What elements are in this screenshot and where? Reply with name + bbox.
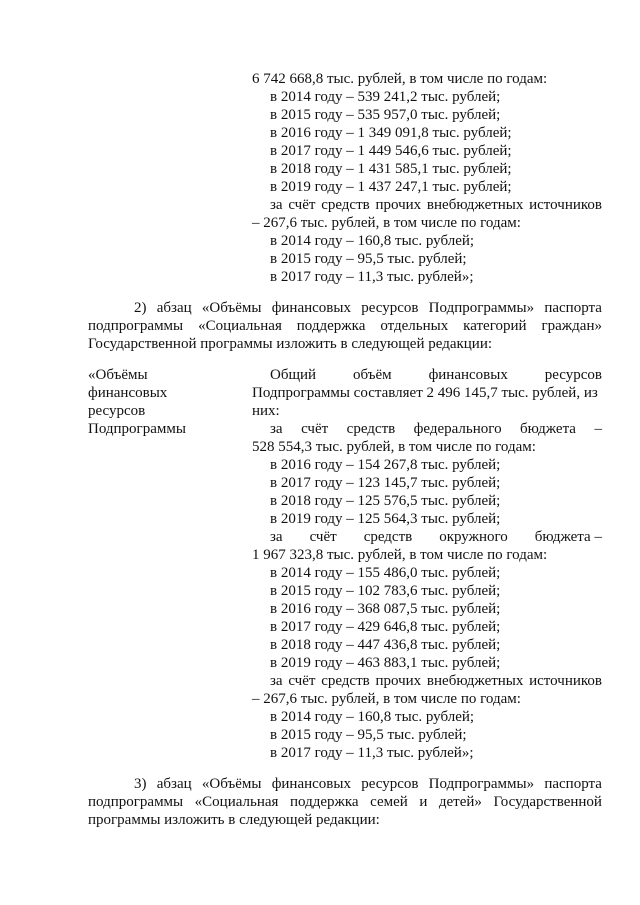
word: за [270,673,283,689]
word: Общий [270,367,317,383]
word: абзац [156,300,192,316]
paragraph-2-line-2 [88,317,602,335]
word: паспорта [544,300,602,316]
paragraph-2-line-1 [134,299,602,317]
word: семей [370,794,408,810]
word: финансовых [271,776,351,792]
year-line: в 2014 году – 160,8 тыс. рублей; [270,709,475,725]
word: 3) [134,776,147,792]
federal-budget-line [270,420,602,438]
word: финансовых [428,367,508,383]
word: за [270,421,283,437]
year-line: в 2014 году – 539 241,2 тыс. рублей; [270,89,501,105]
year-line: в 2015 году – 535 957,0 тыс. рублей; [270,107,501,123]
word: «Объёмы [201,776,262,792]
other-sources-cont: – 267,6 тыс. рублей, в том числе по годам: [252,691,521,707]
paragraph-3-line-2 [88,793,602,811]
year-line: в 2019 году – 1 437 247,1 тыс. рублей; [270,179,512,195]
paragraph-3-line-3: программы изложить в следующей редакции: [88,812,380,828]
word: прочих [375,197,422,213]
paragraph-2-line-3: Государственной программы изложить в следующей редакции: [88,336,493,352]
word: отдельных [380,318,449,334]
year-line: в 2016 году – 154 267,8 тыс. рублей; [270,457,501,473]
year-line: в 2015 году – 95,5 тыс. рублей; [270,251,467,267]
table-label-line: Подпрограммы [88,421,186,437]
word: категорий [463,318,527,334]
word: детей» [438,794,482,810]
year-line: в 2017 году – 123 145,7 тыс. рублей; [270,475,501,491]
year-line: в 2018 году – 125 576,5 тыс. рублей; [270,493,501,509]
district-budget-cont: 1 967 323,8 тыс. рублей, в том числе по годам: [252,547,548,563]
word: ресурсов [361,776,419,792]
word: Государственной [493,794,602,810]
year-line: в 2019 году – 463 883,1 тыс. рублей; [270,655,501,671]
word: за [270,197,283,213]
word: и [419,794,428,810]
word: окружного [439,529,508,545]
word: паспорта [544,776,602,792]
year-line: в 2017 году – 1 449 546,6 тыс. рублей; [270,143,512,159]
other-sources-line [270,672,602,690]
year-line: в 2016 году – 1 349 091,8 тыс. рублей; [270,125,512,141]
word: счёт [301,421,329,437]
word: за [270,529,283,545]
word: поддержка [289,794,359,810]
word: абзац [156,776,192,792]
word: средств [321,197,370,213]
word: внебюджетных [426,197,524,213]
total-volume-line-2: Подпрограммы составляет 2 496 145,7 тыс. рублей, из [252,385,598,401]
total-volume-line-1 [270,366,602,384]
year-line: в 2015 году – 95,5 тыс. рублей; [270,727,467,743]
other-sources-cont: – 267,6 тыс. рублей, в том числе по годам: [252,215,521,231]
other-sources-line [270,196,602,214]
year-line: в 2018 году – 447 436,8 тыс. рублей; [270,637,501,653]
year-line: в 2018 году – 1 431 585,1 тыс. рублей; [270,161,512,177]
word: счёт [288,673,316,689]
word: внебюджетных [426,673,524,689]
table-label-line: финансовых [88,385,168,401]
word: Подпрограммы» [428,776,535,792]
word: средств [363,529,413,545]
word: граждан» [541,318,602,334]
word: источников [529,673,602,689]
word: 2) [134,300,147,316]
word: федерального [413,421,502,437]
paragraph-3-line-1 [134,775,602,793]
year-line: в 2016 году – 368 087,5 тыс. рублей; [270,601,501,617]
federal-budget-cont: 528 554,3 тыс. рублей, в том числе по годам: [252,439,536,455]
word: подпрограммы [88,318,184,334]
word: «Социальная [194,794,279,810]
word: – [594,421,602,437]
year-line: в 2017 году – 11,3 тыс. рублей»; [270,269,474,285]
word: средств [346,421,396,437]
word: «Социальная [198,318,282,334]
word: поддержка [296,318,366,334]
word: финансовых [271,300,351,316]
word: подпрограммы [88,794,184,810]
word: средств [321,673,370,689]
word: Подпрограммы» [428,300,535,316]
total-amount-line: 6 742 668,8 тыс. рублей, в том числе по годам: [252,71,548,87]
table-label-line: «Объёмы [88,367,148,383]
year-line: в 2017 году – 11,3 тыс. рублей»; [270,745,474,761]
word: ресурсов [544,367,602,383]
word: «Объёмы [201,300,262,316]
word: источников [529,197,602,213]
word: бюджета – [534,529,602,545]
word: прочих [375,673,422,689]
year-line: в 2014 году – 155 486,0 тыс. рублей; [270,565,501,581]
year-line: в 2019 году – 125 564,3 тыс. рублей; [270,511,501,527]
year-line: в 2017 году – 429 646,8 тыс. рублей; [270,619,501,635]
word: счёт [288,197,316,213]
table-label-line: ресурсов [88,403,146,419]
word: объём [352,367,392,383]
word: ресурсов [361,300,419,316]
word: счёт [309,529,337,545]
year-line: в 2014 году – 160,8 тыс. рублей; [270,233,475,249]
district-budget-line [270,528,602,546]
total-volume-line-3: них: [252,403,280,419]
year-line: в 2015 году – 102 783,6 тыс. рублей; [270,583,501,599]
word: бюджета [520,421,576,437]
